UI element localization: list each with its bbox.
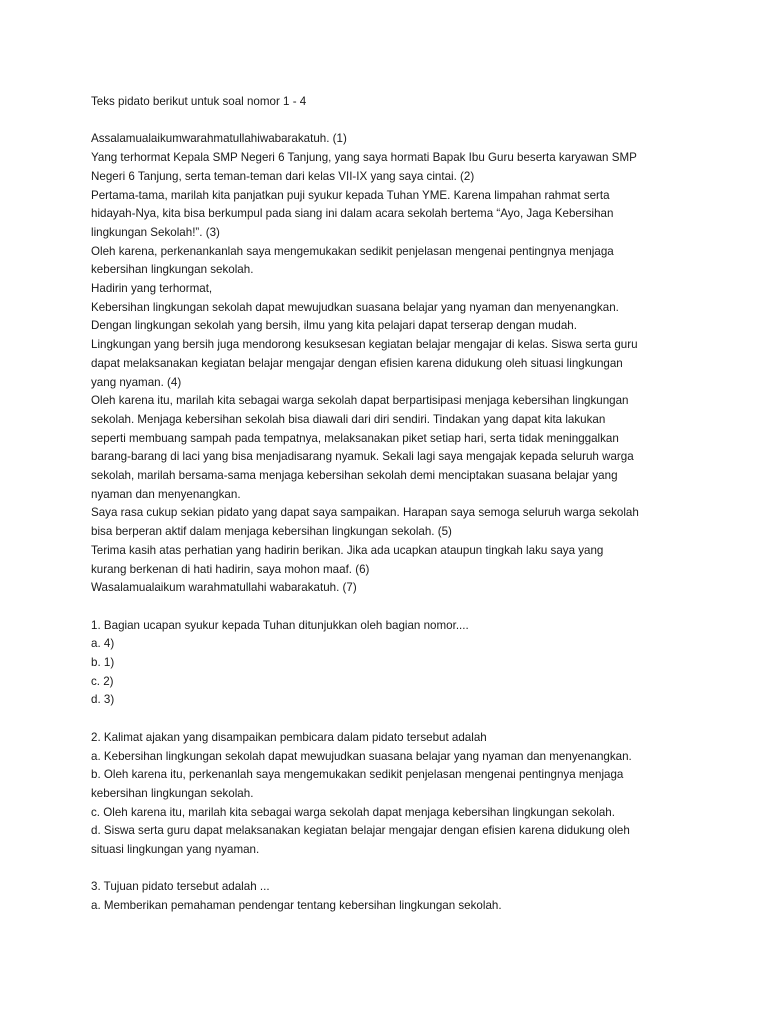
speech-line: seperti membuang sampah pada tempatnya, melaksanakan piket setiap hari, serta tidak meninggalkan [91,431,619,445]
speech-line: Oleh karena itu, marilah kita sebagai warga sekolah dapat berpartisipasi menjaga kebersihan lingkungan [91,394,629,408]
answer-option: kebersihan lingkungan sekolah. [91,786,254,800]
speech-line: kebersihan lingkungan sekolah. [91,263,254,277]
speech-line: hidayah-Nya, kita bisa berkumpul pada siang ini dalam acara sekolah bertema “Ayo, Jaga Kebersihan [91,207,614,221]
answer-option: b. Oleh karena itu, perkenanlah saya mengemukakan sedikit penjelasan mengenai pentingnya menjaga [91,768,624,782]
speech-line: Pertama-tama, marilah kita panjatkan puji syukur kepada Tuhan YME. Karena limpahan rahmat serta [91,188,610,202]
answer-option: d. 3) [91,693,115,707]
answer-option: a. Memberikan pemahaman pendengar tentang kebersihan lingkungan sekolah. [91,899,502,913]
answer-option: b. 1) [91,656,115,670]
answer-option: a. 4) [91,637,115,651]
speech-line: bisa berperan aktif dalam menjaga kebersihan lingkungan sekolah. (5) [91,525,452,539]
speech-line: barang-barang di laci yang bisa menjadisarang nyamuk. Sekali lagi saya mengajak kepada seluruh warga [91,450,634,464]
speech-line: Kebersihan lingkungan sekolah dapat mewujudkan suasana belajar yang nyaman dan menyenangkan. [91,300,619,314]
speech-line: Lingkungan yang bersih juga mendorong kesuksesan kegiatan belajar mengajar di kelas. Siswa serta guru [91,338,638,352]
question-line: 2. Kalimat ajakan yang disampaikan pembicara dalam pidato tersebut adalah [91,730,487,744]
speech-line: Negeri 6 Tanjung, serta teman-teman dari kelas VII-IX yang saya cintai. (2) [91,169,475,183]
speech-line: Oleh karena, perkenankanlah saya mengemukakan sedikit penjelasan mengenai pentingnya menjaga [91,244,614,258]
speech-line: Saya rasa cukup sekian pidato yang dapat saya sampaikan. Harapan saya semoga seluruh warga sekolah [91,506,639,520]
speech-line: dapat melaksanakan kegiatan belajar mengajar dengan efisien karena didukung oleh situasi lingkungan [91,356,623,370]
speech-line: lingkungan Sekolah!”. (3) [91,225,220,239]
speech-line: kurang berkenan di hati hadirin, saya mohon maaf. (6) [91,562,370,576]
speech-line: Hadirin yang terhormat, [91,282,213,296]
blank-line [91,710,691,729]
speech-line: Wasalamualaikum warahmatullahi wabarakatuh. (7) [91,581,357,595]
blank-line [91,598,691,617]
speech-line: sekolah, marilah bersama-sama menjaga kebersihan sekolah demi menciptakan suasana belajar yang [91,469,618,483]
speech-line: Dengan lingkungan sekolah yang bersih, ilmu yang kita pelajari dapat terserap dengan mudah. [91,319,577,333]
question-line: 1. Bagian ucapan syukur kepada Tuhan ditunjukkan oleh bagian nomor.... [91,618,469,632]
answer-option: a. Kebersihan lingkungan sekolah dapat mewujudkan suasana belajar yang nyaman dan menyenangkan. [91,749,632,763]
blank-line [91,112,691,131]
speech-line: Terima kasih atas perhatian yang hadirin berikan. Jika ada ucapkan ataupun tingkah laku saya yang [91,543,604,557]
answer-option: d. Siswa serta guru dapat melaksanakan kegiatan belajar mengajar dengan efisien karena didukung oleh [91,824,630,838]
speech-line: yang nyaman. (4) [91,375,182,389]
speech-line: sekolah. Menjaga kebersihan sekolah bisa diawali dari diri sendiri. Tindakan yang dapat kita lakukan [91,412,606,426]
speech-line: Yang terhormat Kepala SMP Negeri 6 Tanjung, yang saya hormati Bapak Ibu Guru beserta karyawan SMP [91,151,637,165]
speech-line: Assalamualaikumwarahmatullahiwabarakatuh. (1) [91,132,347,146]
question-line: 3. Tujuan pidato tersebut adalah ... [91,880,270,894]
answer-option: c. 2) [91,674,114,688]
answer-option: c. Oleh karena itu, marilah kita sebagai warga sekolah dapat menjaga kebersihan lingkungan sekolah. [91,805,615,819]
heading-line: Teks pidato berikut untuk soal nomor 1 - 4 [91,95,307,108]
blank-line [91,860,691,879]
answer-option: situasi lingkungan yang nyaman. [91,843,260,857]
speech-line: nyaman dan menyenangkan. [91,487,241,501]
document-body [91,93,691,916]
